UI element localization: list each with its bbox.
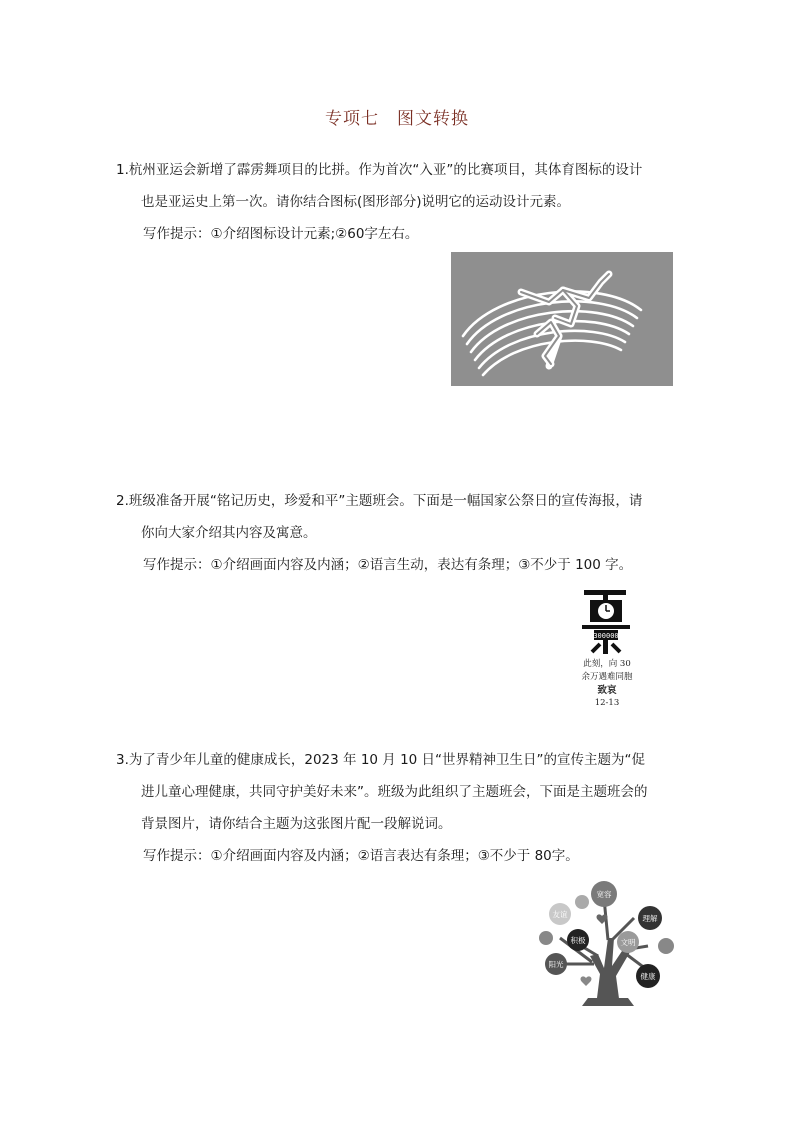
question-1-line-1: 1.杭州亚运会新增了霹雳舞项目的比拼。作为首次“入亚”的比赛项目，其体育图标的设计 [116, 162, 643, 178]
question-2-line-1: 2.班级准备开展“铭记历史，珍爱和平”主题班会。下面是一幅国家公祭日的宣传海报，请 [116, 493, 643, 509]
mental-health-tree-image [538, 878, 674, 1006]
tree-word-sunshine: 阳光 [548, 960, 564, 969]
question-3-line-1: 3.为了青少年儿童的健康成长，2023 年 10 月 10 日“世界精神卫生日”的宣传主题为“促 [116, 752, 646, 768]
poster-counter: 300000 [593, 632, 619, 640]
breaking-pictogram-image [451, 252, 673, 386]
question-3 [118, 744, 678, 872]
tree-word-health: 健康 [640, 972, 656, 981]
poster-caption-line-3: 致哀 [597, 685, 617, 696]
heart-icon [581, 976, 592, 986]
tree-word-positive: 积极 [570, 936, 586, 945]
tree-word-understanding: 理解 [642, 914, 658, 923]
breakdance-pictogram [451, 252, 673, 386]
page-title: 专项七 图文转换 [325, 109, 469, 129]
question-2-line-2: 你向大家介绍其内容及寓意。 [141, 525, 317, 541]
question-3-hint: 写作提示：①介绍画面内容及内涵；②语言表达有条理；③不少于 80字。 [143, 848, 579, 864]
tree-graphic [538, 878, 674, 1006]
tree-word-civility: 文明 [620, 938, 636, 947]
question-2 [118, 485, 678, 581]
poster-caption-line-2: 余万遇难同胞 [581, 672, 633, 682]
nanjing-clock-graphic [572, 590, 642, 658]
question-3-line-3: 背景图片，请你结合主题为这张图片配一段解说词。 [141, 816, 452, 832]
question-1 [118, 154, 678, 250]
question-1-hint: 写作提示：①介绍图标设计元素;②60字左右。 [143, 226, 419, 242]
poster-date: 12-13 [594, 698, 620, 708]
question-2-hint: 写作提示：①介绍画面内容及内涵；②语言生动，表达有条理；③不少于 100 字。 [143, 557, 633, 573]
question-3-line-2: 进儿童心理健康，共同守护美好未来”。班级为此组织了主题班会，下面是主题班会的 [141, 784, 648, 800]
question-1-line-2: 也是亚运史上第一次。请你结合图标(图形部分)说明它的运动设计元素。 [141, 194, 571, 210]
tree-word-tolerance: 宽容 [596, 890, 612, 899]
tree-word-friendship: 友谊 [552, 910, 568, 919]
poster-caption-line-1: 此刻，向 30 [583, 659, 631, 669]
poster-caption [562, 658, 652, 710]
